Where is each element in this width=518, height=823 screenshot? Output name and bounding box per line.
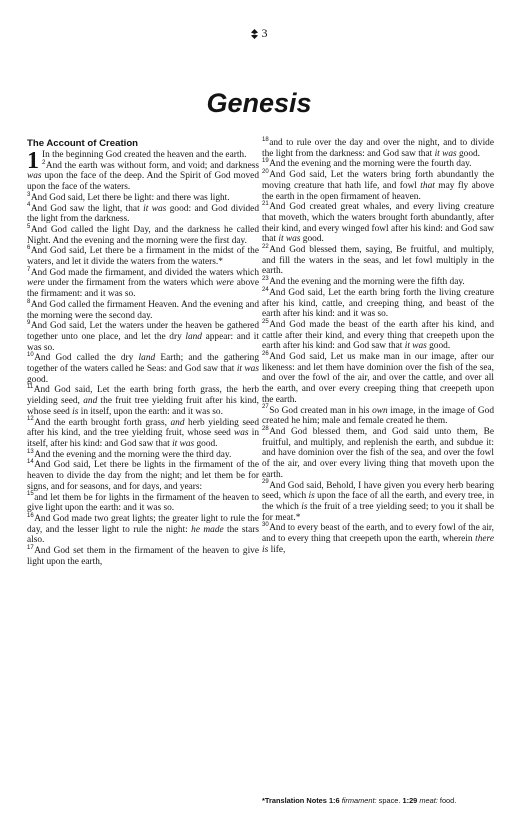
verse-text: And God said, Let there be light: and there was light. [30, 192, 230, 203]
verse-text: and let them be for lights in the firmament of the heaven to give light upon the earth: and it was so. [27, 492, 259, 514]
verse [262, 427, 494, 481]
verse-text: And God said, Let the earth bring forth the living creature after his kind, cattle, and creeping thing, and beast of the earth after his kind: and it was so. [262, 287, 494, 320]
verse-number: 11 [27, 384, 34, 391]
verse-text: So God created man in his own image, in the image of God created he him; male and female created he them. [262, 405, 494, 427]
section-heading: The Account of Creation [27, 138, 139, 149]
verse [27, 385, 259, 417]
verse [27, 193, 259, 204]
verse [262, 159, 494, 170]
verse-number: 29 [262, 479, 269, 486]
page-number-text: 3 [261, 26, 268, 40]
verse-number: 14 [27, 459, 34, 466]
verse [27, 246, 259, 267]
verse-number: 26 [262, 350, 269, 357]
verse [262, 277, 494, 288]
verse [262, 352, 494, 406]
verse-number: 17 [27, 544, 34, 551]
verse-number: 18 [262, 136, 269, 143]
verse-text: And God said, Behold, I have given you every herb bearing seed, which is upon the face of all the earth, and every tree, in the which is the fruit of a tree yielding seed; to you it shall be for meat.* [262, 480, 495, 523]
verse [27, 546, 259, 567]
verse-text: And God called the light Day, and the darkness he called Night. And the evening and the morning were the first day. [27, 224, 259, 246]
verse-text: In the beginning God created the heaven and the earth. [42, 150, 247, 160]
verse [262, 288, 494, 320]
verse-text: And God blessed them, saying, Be fruitful, and multiply, and fill the waters in the seas, and let fowl multiply in the earth. [262, 245, 494, 277]
book-title: Genesis [206, 88, 312, 118]
verse [27, 148, 259, 174]
verse-number: 21 [262, 201, 269, 208]
verse-number: 6 [27, 245, 31, 252]
verse [262, 320, 494, 352]
verse-number: 2 [42, 159, 46, 166]
verse [27, 300, 259, 321]
left-verses [27, 150, 259, 567]
verse-text: And God created great whales, and every living creature that moveth, which the waters brought forth abundantly, after their kind, and every winged fowl after his kind: and God saw that it was good. [262, 202, 494, 245]
verse-number: 16 [27, 512, 34, 519]
verse-text: And God said, Let there be a firmament in the midst of the waters, and let it divide the waters from the waters.* [27, 246, 259, 268]
verse [27, 268, 259, 300]
verse-number: 25 [262, 318, 269, 325]
verse-number: 30 [262, 522, 269, 529]
verse-text: And the evening and the morning were the fifth day. [269, 277, 465, 288]
ribbon-marker-icon [251, 29, 258, 39]
verse [27, 493, 259, 514]
verse-text: and to rule over the day and over the night, and to divide the light from the darkness: and God saw that it was good. [262, 138, 494, 159]
verse-text: And God said, Let us make man in our image, after our likeness: and let them have dominion over the fish of the sea, and over the fowl of the air, and over the cattle, and over all the earth, and over every creeping thing that creepeth upon the earth. [262, 352, 494, 405]
verse-text: And God said, Let the earth bring forth grass, the herb yielding seed, and the fruit tree yielding fruit after his kind, whose seed is in itself, upon the earth: and it was so. [27, 385, 260, 417]
page-number [0, 26, 518, 41]
verse [262, 138, 494, 159]
verse-number: 24 [262, 286, 269, 293]
verse-text: And God made two great lights; the greater light to rule the day, and the lesser light to rule the night: he made the stars also. [27, 513, 259, 546]
verse-text: And God called the dry land Earth; and the gathering together of the waters called he Seas: and God saw that it was good. [27, 353, 259, 385]
verse [27, 225, 259, 246]
verse [262, 523, 494, 555]
verse-text: And God said, Let the waters bring forth abundantly the moving creature that hath life, and fowl that may fly above the earth in the open firmament of heaven. [262, 170, 494, 202]
verse [262, 245, 494, 277]
verse-number: 19 [262, 158, 269, 165]
chapter-dropcap: 1 [27, 148, 39, 174]
verse-text: And the earth brought forth grass, and herb yielding seed after his kind, and the tree yielding fruit, whose seed was in itself, after his kind: and God saw that it was good. [27, 417, 259, 449]
verse-number: 13 [27, 448, 34, 455]
verse [262, 170, 494, 202]
verse [262, 202, 494, 245]
verse-text: And God blessed them, and God said unto them, Be fruitful, and multiply, and replenish the earth, and subdue it: and have dominion over the fish of the sea, and over the fowl of the air, and over every living thing that moveth upon the earth. [262, 426, 494, 480]
verse-text: And God said, Let the waters under the heaven be gathered together unto one place, and let the dry land appear: and it was so. [27, 321, 259, 353]
verse-number: 3 [27, 191, 31, 198]
verse [27, 418, 259, 450]
verse [262, 481, 494, 524]
right-column [262, 138, 494, 555]
verse-text: And God set them in the firmament of the heaven to give light upon the earth, [27, 546, 259, 567]
translation-notes: *Translation Notes 1:6 firmament: space. 1:29 meat: food. [262, 796, 457, 805]
verse-number: 23 [262, 276, 269, 283]
verse [27, 460, 259, 492]
verse-number: 7 [27, 266, 31, 273]
verse-number: 10 [27, 352, 34, 359]
verse-number: 12 [27, 416, 34, 423]
verse [27, 450, 259, 461]
verse-text: And to every beast of the earth, and to every fowl of the air, and to every thing that creepeth upon the earth, wherein there is life, [262, 523, 494, 555]
right-verses [262, 138, 494, 555]
verse-number: 22 [262, 243, 269, 250]
verse-number: 15 [27, 491, 34, 498]
verse-text: And God made the firmament, and divided the waters which were under the firmament from the waters which were above the firmament: and it was so. [27, 267, 260, 300]
verse-text: And God saw the light, that it was good: and God divided the light from the darkness. [27, 203, 259, 225]
verse [262, 406, 494, 427]
verse [27, 161, 259, 193]
verse [27, 321, 259, 353]
verse-text: And God said, Let there be lights in the firmament of the heaven to divide the day from the night; and let them be for signs, and for seasons, and for days, and years: [27, 460, 259, 492]
verse [27, 353, 259, 385]
verse-text: And God made the beast of the earth after his kind, and cattle after their kind, and every thing that creepeth upon the earth after his kind: and God saw that it was good. [262, 319, 494, 352]
verse-number: 9 [27, 320, 31, 327]
left-column [27, 138, 259, 567]
verse-text: And the earth was without form, and void; and darkness was upon the face of the deep. And the Spirit of God moved upon the face of the waters. [27, 160, 259, 193]
verse-number: 28 [262, 425, 269, 432]
verse-number: 20 [262, 169, 269, 175]
verse-number: 4 [27, 202, 31, 209]
verse-text: And the evening and the morning were the fourth day. [269, 159, 472, 170]
verse [27, 204, 259, 225]
verse-number: 5 [27, 223, 31, 230]
verse-text: And God called the firmament Heaven. And the evening and the morning were the second day. [27, 299, 259, 321]
verse-text: And the evening and the morning were the third day. [34, 449, 232, 460]
verse-number: 8 [27, 298, 31, 305]
verse-number: 27 [262, 404, 269, 411]
verse [27, 514, 259, 546]
